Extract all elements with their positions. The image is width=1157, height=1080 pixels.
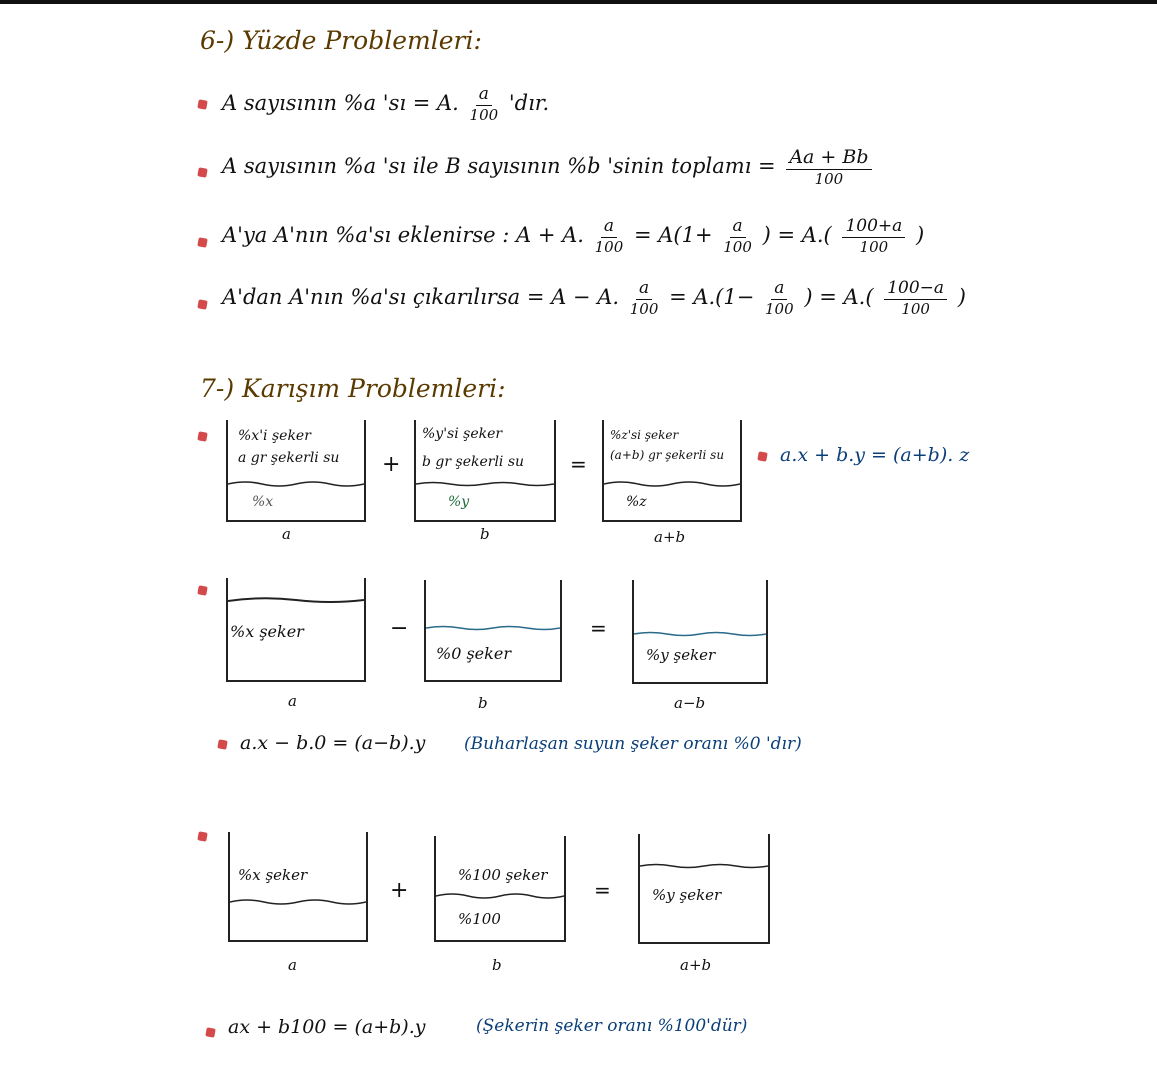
mixture-formula-1: a.x + b.y = (a+b). z: [780, 444, 970, 466]
plus-sign: +: [382, 452, 401, 477]
bullet: [197, 237, 207, 247]
rule-2: A sayısının %a 'sı ile B sayısının %b 'sinin toplamı = $\frac{Aa + Bb}{100}$: [222, 148, 876, 187]
section7-title: 7-) Karışım Problemleri:: [200, 374, 506, 403]
section6-title: 6-) Yüzde Problemleri:: [200, 26, 482, 55]
equals-sign: =: [570, 452, 587, 476]
liquid-level: [416, 480, 554, 488]
bullet: [197, 167, 207, 177]
liquid-level: [228, 596, 364, 604]
fraction: $\frac{a}{100}$: [469, 84, 499, 124]
liquid-level: [436, 892, 564, 900]
sugar-note: (Şekerin şeker oranı %100'dür): [476, 1016, 748, 1036]
beaker-7-label: a: [288, 956, 297, 974]
fraction: $\frac{Aa + Bb}{100}$: [786, 148, 871, 187]
rule-4: A'dan A'nın %a'sı çıkarılırsa = A − A. $\frac{a}{100}$ = A.(1− $\frac{a}{100}$ ) = A.( $\frac{100-a}{100}$ ): [222, 278, 966, 318]
bullet: [197, 99, 207, 109]
beaker-2-label: b: [480, 525, 490, 543]
beaker-7: %x şeker: [228, 832, 368, 942]
beaker-1-label: a: [282, 525, 291, 543]
bullet: [217, 739, 227, 749]
beaker-3-label: a+b: [654, 528, 686, 546]
beaker-8-label: b: [492, 956, 502, 974]
bullet: [197, 431, 207, 441]
top-border: [0, 0, 1157, 4]
liquid-level: [634, 630, 766, 638]
bullet: [197, 299, 207, 309]
equals-sign: =: [594, 878, 611, 902]
mixture-formula-2: a.x − b.0 = (a−b).y: [240, 732, 426, 754]
equals-sign: =: [590, 616, 607, 640]
beaker-5-label: b: [478, 694, 488, 712]
bullet: [197, 585, 207, 595]
rule-1: A sayısının %a 'sı = A. $\frac{a}{100}$ 'dır.: [222, 84, 550, 124]
beaker-4-label: a: [288, 692, 297, 710]
beaker-8: %100 şeker %100: [434, 836, 566, 942]
liquid-level: [604, 480, 740, 488]
rule-3: A'ya A'nın %a'sı eklenirse : A + A. $\frac{a}{100}$ = A(1+ $\frac{a}{100}$ ) = A.( $\frac{100+a}{100}$ ): [222, 216, 925, 256]
bullet: [205, 1027, 215, 1037]
beaker-2: %y'si şeker b gr şekerli su %y: [414, 420, 556, 522]
beaker-3: %z'si şeker (a+b) gr şekerli su %z: [602, 420, 742, 522]
beaker-5: %0 şeker: [424, 580, 562, 682]
mixture-formula-3: ax + b100 = (a+b).y: [228, 1016, 426, 1038]
liquid-level: [426, 624, 560, 632]
beaker-9: %y şeker: [638, 834, 770, 944]
beaker-6-label: a−b: [674, 694, 706, 712]
minus-sign: −: [390, 616, 409, 641]
liquid-level: [230, 898, 366, 906]
beaker-4: %x şeker: [226, 578, 366, 682]
beaker-1: %x'i şeker a gr şekerli su %x: [226, 420, 366, 522]
liquid-level: [640, 862, 768, 870]
beaker-6: %y şeker: [632, 580, 768, 684]
liquid-level: [228, 480, 364, 488]
plus-sign: +: [390, 878, 409, 903]
evaporation-note: (Buharlaşan suyun şeker oranı %0 'dır): [464, 734, 802, 754]
bullet: [197, 831, 207, 841]
beaker-9-label: a+b: [680, 956, 712, 974]
bullet: [757, 451, 767, 461]
